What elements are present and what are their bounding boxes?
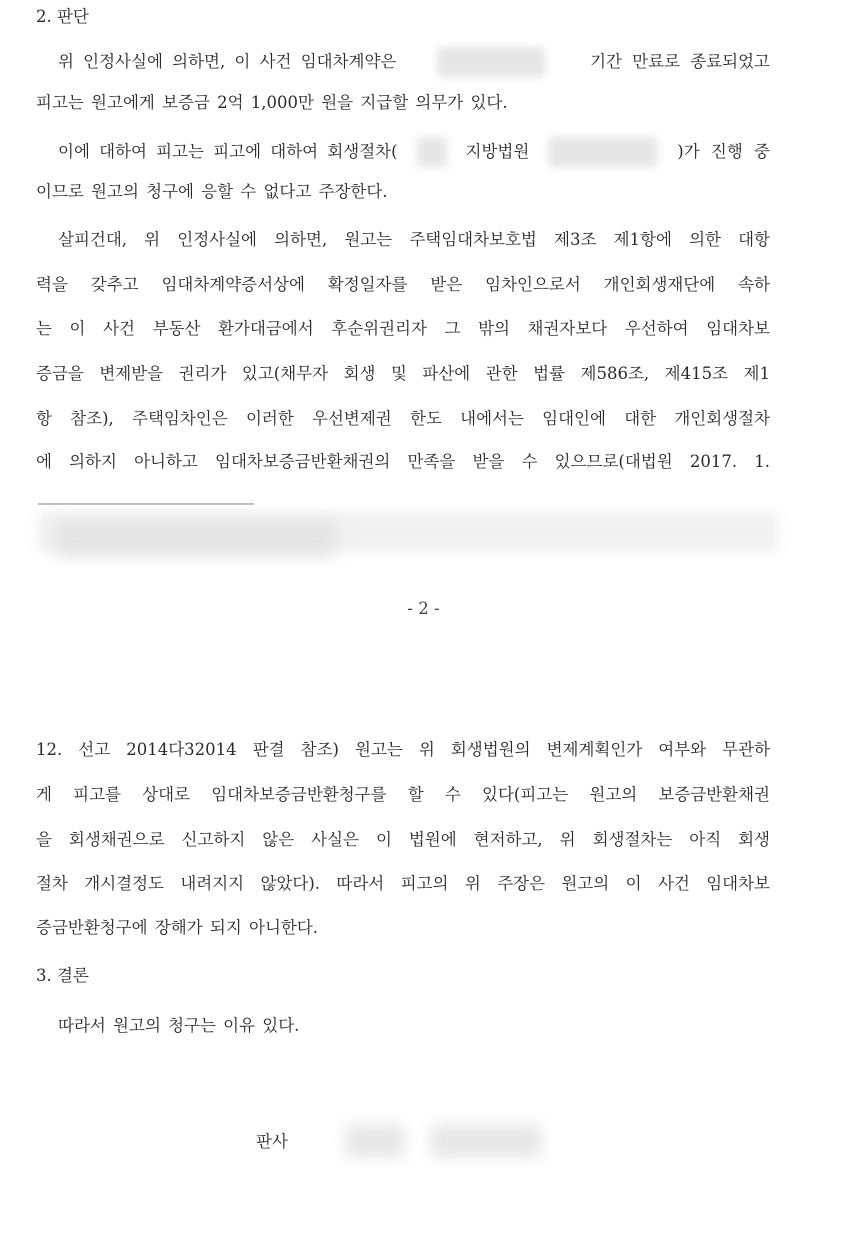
paragraph-line xyxy=(36,47,770,77)
paragraph-line xyxy=(36,137,770,167)
paragraph-line: 살피건대, 위 인정사실에 의하면, 원고는 주택임대차보호법 제3조 제1항에 의한 대항 xyxy=(58,230,770,249)
text-fragment: 위 인정사실에 의하면, 이 사건 임대차계약은 xyxy=(58,52,397,71)
redacted-footnote-dark xyxy=(55,520,335,556)
page-number: - 2 - xyxy=(407,599,440,618)
paragraph-line: 항 참조), 주택임차인은 이러한 우선변제권 한도 내에서는 임대인에 대한 개인회생절차 xyxy=(36,409,770,428)
text-fragment: 지방법원 xyxy=(465,142,530,161)
redacted-case-number xyxy=(548,137,658,167)
paragraph-line: 에 의하지 아니하고 임대차보증금반환채권의 만족을 받을 수 있으므로(대법원 2017. 1. xyxy=(36,452,770,471)
paragraph-line: 을 회생채권으로 신고하지 않은 사실은 이 법원에 현저하고, 위 회생절차는 아직 회생 xyxy=(36,830,770,849)
redacted-judge-name xyxy=(430,1124,542,1158)
conclusion-text: 따라서 원고의 청구는 이유 있다. xyxy=(58,1016,300,1035)
redacted-date xyxy=(437,47,545,77)
paragraph-line: 12. 선고 2014다32014 판결 참조) 원고는 위 회생법원의 변제계획인가 여부와 무관하 xyxy=(36,740,770,759)
paragraph-line: 이므로 원고의 청구에 응할 수 없다고 주장한다. xyxy=(36,182,388,201)
text-fragment: 이에 대하여 피고는 피고에 대하여 회생절차( xyxy=(58,142,398,161)
section-heading-conclusion: 3. 결론 xyxy=(36,966,89,985)
paragraph-line: 증금반환청구에 장해가 되지 아니한다. xyxy=(36,918,319,937)
redacted-judge-title xyxy=(345,1124,405,1158)
text-fragment: )가 진행 중 xyxy=(677,142,770,161)
redacted-court xyxy=(417,137,447,167)
paragraph-line: 게 피고를 상대로 임대차보증금반환청구를 할 수 있다(피고는 원고의 보증금반환채권 xyxy=(36,785,770,804)
footnote-divider xyxy=(38,503,254,505)
section-heading-judgment: 2. 판단 xyxy=(36,7,89,26)
paragraph-line: 절차 개시결정도 내려지지 않았다). 따라서 피고의 위 주장은 원고의 이 사건 임대차보 xyxy=(36,874,770,893)
paragraph-line: 력을 갖추고 임대차계약증서상에 확정일자를 받은 임차인으로서 개인회생재단에 속하 xyxy=(36,275,770,294)
paragraph-line: 증금을 변제받을 권리가 있고(채무자 회생 및 파산에 관한 법률 제586조, 제415조 제1 xyxy=(36,364,770,383)
paragraph-line: 는 이 사건 부동산 환가대금에서 후순위권리자 그 밖의 채권자보다 우선하여 임대차보 xyxy=(36,319,770,338)
text-fragment: 기간 만료로 종료되었고 xyxy=(590,52,770,71)
paragraph-line: 피고는 원고에게 보증금 2억 1,000만 원을 지급할 의무가 있다. xyxy=(36,93,508,112)
judge-label: 판사 xyxy=(256,1132,288,1151)
